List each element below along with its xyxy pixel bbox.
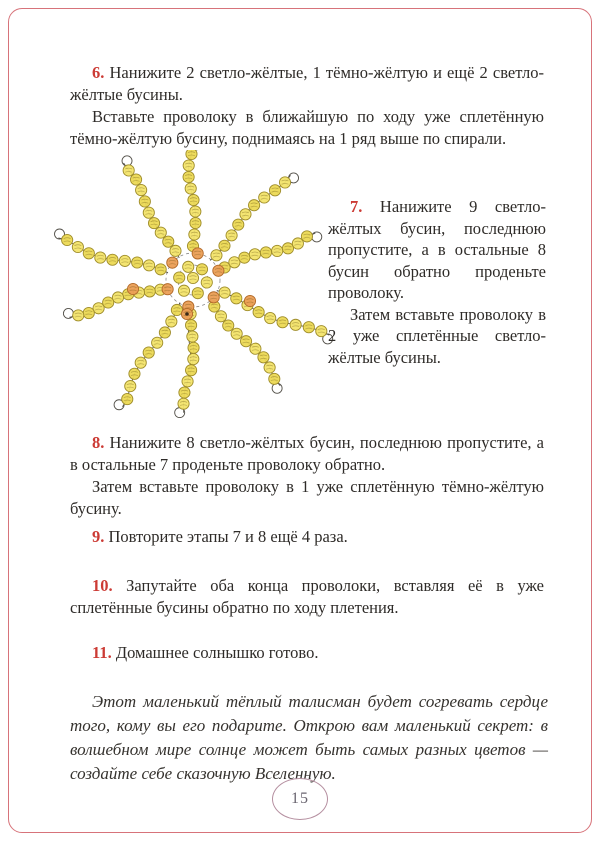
step-10-text: Запутайте оба конца проволоки, вставляя её в уже сплетённые бусины обратно по ходу плетения. [70,576,544,617]
step-8-text-1: Нанижите 8 светло-жёлтых бусин, последнюю пропустите, а в остальные 7 проденьте проволоку обратно. [70,433,545,474]
step-8-text-2: Затем вставьте проволоку в 1 уже сплетённую тёмно-жёлтую бусину. [70,477,544,518]
step-9-paragraph [70,526,544,548]
step-7-text-1: Нанижите 9 светло-жёлтых бусин, последнюю пропустите, а в остальные 8 бусин обратно проденьте проволоку. [328,197,546,302]
page-number-badge [272,778,328,820]
step-8-paragraph-1 [70,432,544,476]
step-7 [328,196,546,368]
step-9 [70,526,544,548]
step-9-number: 9. [92,527,105,546]
step-10 [70,575,544,619]
closing-note [70,690,548,786]
step-10-number: 10. [92,576,113,595]
step-11-text: Домашнее солнышко готово. [115,643,319,662]
step-7-number: 7. [350,197,363,216]
step-11-number: 11. [92,643,112,662]
step-7-text-2: Затем вставьте проволоку в 2 уже сплетённые светло-жёлтые бусины. [328,304,546,367]
beaded-sun-figure [46,150,342,418]
page-number: 15 [291,790,309,807]
step-7-paragraph-1 [328,196,546,304]
step-8-number: 8. [92,433,105,452]
step-6-number: 6. [92,63,105,82]
step-6 [70,62,544,150]
step-11-paragraph [70,642,544,664]
step-10-paragraph [70,575,544,619]
step-6-paragraph-1 [70,62,544,106]
closing-paragraph: Этот маленький тёплый талисман будет согревать сердце того, кому вы его подарите. Открою вам маленький секрет: в волшебном мире солнце может быть самых разных цветов — создайте себе сказочную Вселенную. [70,692,548,783]
beaded-sun-diagram [46,150,342,418]
step-9-text: Повторите этапы 7 и 8 ещё 4 раза. [108,527,348,546]
step-6-text-2: Вставьте проволоку в ближайшую по ходу уже сплетённую тёмно-жёлтую бусину, поднимаясь на 1 ряд выше по спирали. [70,107,544,148]
step-11 [70,642,544,664]
step-8 [70,432,544,520]
step-6-text-1: Нанижите 2 светло-жёлтые, 1 тёмно-жёлтую и ещё 2 светло-жёлтые бусины. [70,63,545,104]
